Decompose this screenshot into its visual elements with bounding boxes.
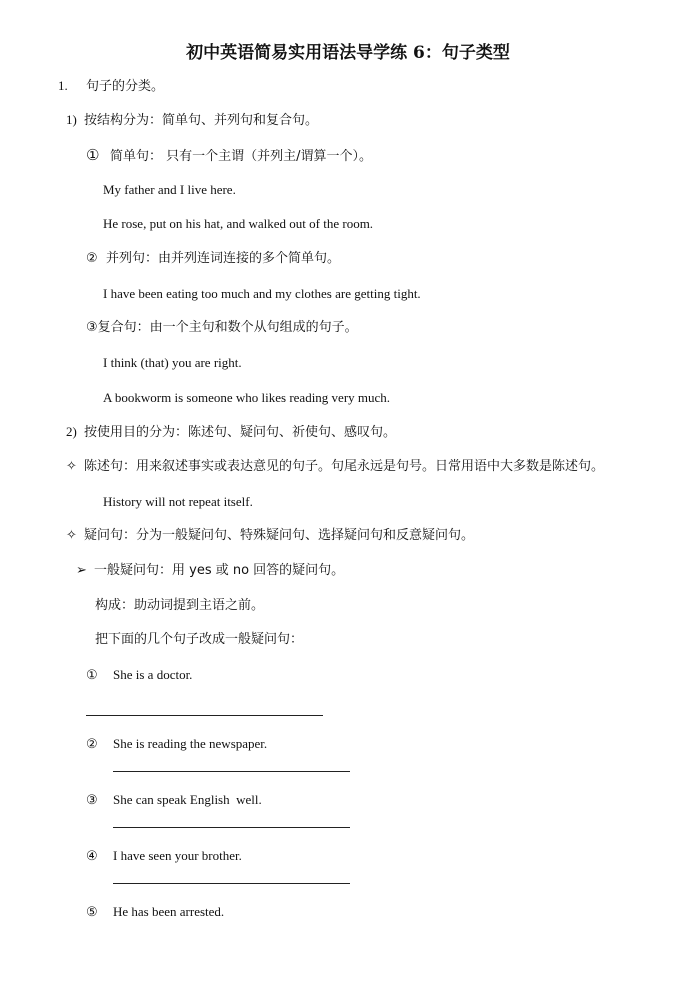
- section-number: 1.: [58, 78, 68, 93]
- simple-example-2: He rose, put on his hat, and walked out of the room.: [103, 216, 374, 231]
- general-question-item: [76, 563, 344, 579]
- complex-sentence-item: [86, 320, 358, 336]
- structure-text: 按结构分为：简单句、并列句和复合句。: [84, 113, 319, 128]
- exercise-item-2: [86, 736, 267, 752]
- exercise-sentence: She can speak English well.: [113, 792, 262, 807]
- purpose-item: [66, 424, 396, 441]
- exercise-sentence: He has been arrested.: [113, 904, 225, 919]
- section-heading: [58, 78, 164, 95]
- purpose-label: 2): [66, 424, 77, 439]
- exercise-sentence: I have seen your brother.: [113, 848, 242, 863]
- declarative-example: History will not repeat itself.: [103, 494, 253, 509]
- complex-example-2: A bookworm is someone who likes reading very much.: [103, 390, 391, 405]
- compound-example-1: I have been eating too much and my clothes are getting tight.: [103, 286, 421, 301]
- structure-label: 1): [66, 112, 77, 127]
- answer-line-2[interactable]: [113, 771, 350, 772]
- simple-sentence-item: [86, 147, 372, 165]
- exercise-item-4: [86, 848, 242, 864]
- compound-sentence-item: [86, 251, 340, 267]
- exercise-marker: ②: [86, 736, 98, 751]
- exercise-marker: ③: [86, 792, 98, 807]
- diamond-bullet-icon: ✧: [66, 459, 77, 474]
- simple-marker: ①: [86, 146, 100, 164]
- simple-sentence-text: 简单句： 只有一个主谓（并列主/谓算一个）。: [110, 149, 373, 164]
- diamond-bullet-icon: ✧: [66, 528, 77, 543]
- exercise-marker: ④: [86, 848, 98, 863]
- exercise-item-1: [86, 667, 192, 683]
- general-question-text: 一般疑问句：用 yes 或 no 回答的疑问句。: [94, 563, 345, 578]
- complex-example-1: I think (that) you are right.: [103, 355, 242, 370]
- simple-example-1: My father and I live here.: [103, 182, 236, 197]
- arrow-bullet-icon: ➢: [76, 563, 87, 578]
- compound-sentence-text: 并列句：由并列连词连接的多个简单句。: [106, 251, 341, 266]
- answer-line-1[interactable]: [86, 715, 323, 716]
- declarative-text: 陈述句：用来叙述事实或表达意见的句子。句尾永远是句号。日常用语中大多数是陈述句。: [84, 459, 605, 474]
- page-title: 初中英语简易实用语法导学练 6：句子类型: [186, 43, 510, 63]
- answer-line-4[interactable]: [113, 883, 350, 884]
- answer-line-3[interactable]: [113, 827, 350, 828]
- exercise-instruction: 把下面的几个句子改成一般疑问句：: [95, 632, 304, 647]
- interrogative-text: 疑问句：分为一般疑问句、特殊疑问句、选择疑问句和反意疑问句。: [84, 528, 475, 543]
- section-heading-text: 句子的分类。: [86, 79, 165, 94]
- exercise-item-5: [86, 904, 224, 920]
- compound-marker: ②: [86, 251, 98, 266]
- exercise-sentence: She is a doctor.: [113, 667, 193, 682]
- exercise-marker: ①: [86, 667, 98, 682]
- interrogative-item: [66, 528, 474, 544]
- exercise-sentence: She is reading the newspaper.: [113, 736, 268, 751]
- declarative-item: [66, 459, 604, 475]
- exercise-item-3: [86, 792, 262, 808]
- exercise-marker: ⑤: [86, 904, 98, 919]
- complex-marker: ③: [86, 320, 98, 335]
- general-question-structure: 构成：助动词提到主语之前。: [95, 598, 265, 613]
- structure-item: [66, 112, 318, 129]
- purpose-text: 按使用目的分为：陈述句、疑问句、祈使句、感叹句。: [84, 425, 397, 440]
- complex-sentence-text: 复合句：由一个主句和数个从句组成的句子。: [97, 320, 358, 335]
